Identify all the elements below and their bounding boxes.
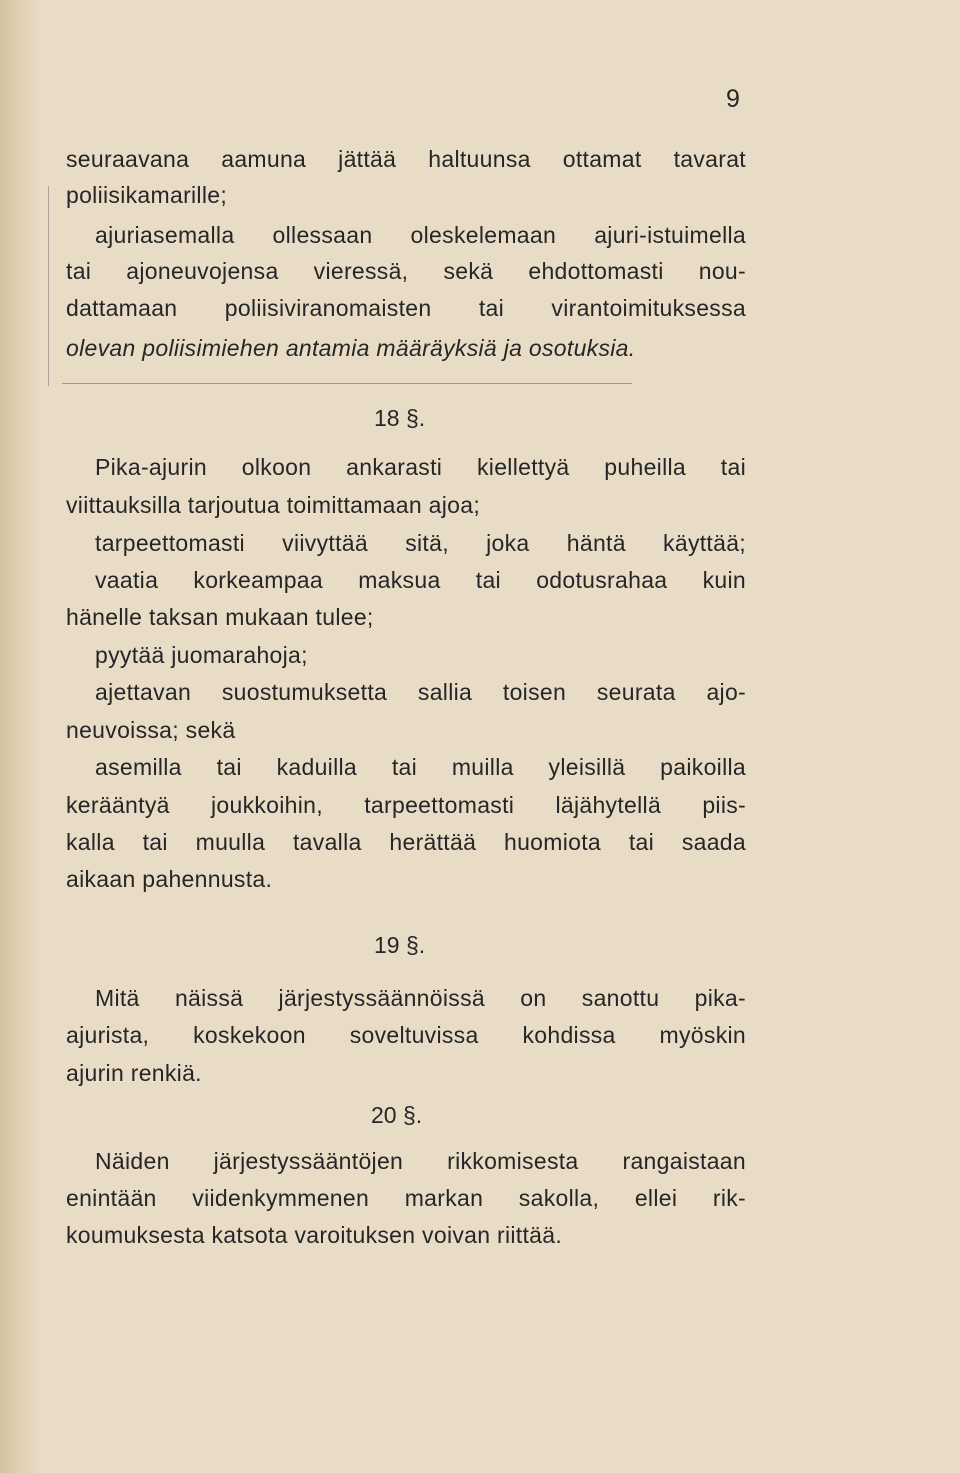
text-line: Näiden järjestyssääntöjen rikkomisesta rangaistaan (95, 1148, 746, 1174)
text-line: ajurista, koskekoon soveltuvissa kohdissa myöskin (66, 1022, 746, 1048)
margin-pencil-mark (48, 186, 49, 386)
text-line: tarpeettomasti viivyttää sitä, joka häntä käyttää; (95, 530, 746, 556)
section-heading: 19 §. (374, 932, 426, 958)
text-line: kalla tai muulla tavalla herättää huomiota tai saada (66, 829, 746, 855)
text-line: ajuriasemalla ollessaan oleskelemaan ajuri-istuimella (95, 222, 746, 248)
text-line: vaatia korkeampaa maksua tai odotusrahaa kuin (95, 567, 746, 593)
text-line: dattamaan poliisiviranomaisten tai virantoimituksessa (66, 295, 746, 321)
text-line: ajettavan suostumuksetta sallia toisen seurata ajo- (95, 679, 746, 705)
page-number: 9 (726, 85, 740, 113)
section-heading: 20 §. (371, 1102, 423, 1128)
text-line: ajurin renkiä. (66, 1060, 202, 1086)
text-line: kerääntyä joukkoihin, tarpeettomasti läjähytellä piis- (66, 792, 746, 818)
text-line: aikaan pahennusta. (66, 866, 273, 892)
text-line: seuraavana aamuna jättää haltuunsa ottamat tavarat (66, 146, 746, 172)
text-line: koumuksesta katsota varoituksen voivan riittää. (66, 1222, 563, 1248)
text-line: Mitä näissä järjestyssäännöissä on sanottu pika- (95, 985, 746, 1011)
text-line: olevan poliisimiehen antamia määräyksiä ja osotuksia. (66, 335, 636, 361)
text-line: neuvoissa; sekä (66, 717, 236, 743)
text-line: hänelle taksan mukaan tulee; (66, 604, 374, 630)
text-line: viittauksilla tarjoutua toimittamaan ajoa; (66, 492, 481, 518)
text-line: tai ajoneuvojensa vieressä, sekä ehdottomasti nou- (66, 258, 746, 284)
text-line: pyytää juomarahoja; (95, 642, 308, 668)
section-heading: 18 §. (374, 405, 426, 431)
text-line: poliisikamarille; (66, 182, 228, 208)
text-line: enintään viidenkymmenen markan sakolla, ellei rik- (66, 1185, 746, 1211)
text-line: Pika-ajurin olkoon ankarasti kiellettyä puheilla tai (95, 454, 746, 480)
pencil-underline (62, 383, 632, 384)
page-edge-shadow (0, 0, 40, 1473)
text-line: asemilla tai kaduilla tai muilla yleisillä paikoilla (95, 754, 746, 780)
